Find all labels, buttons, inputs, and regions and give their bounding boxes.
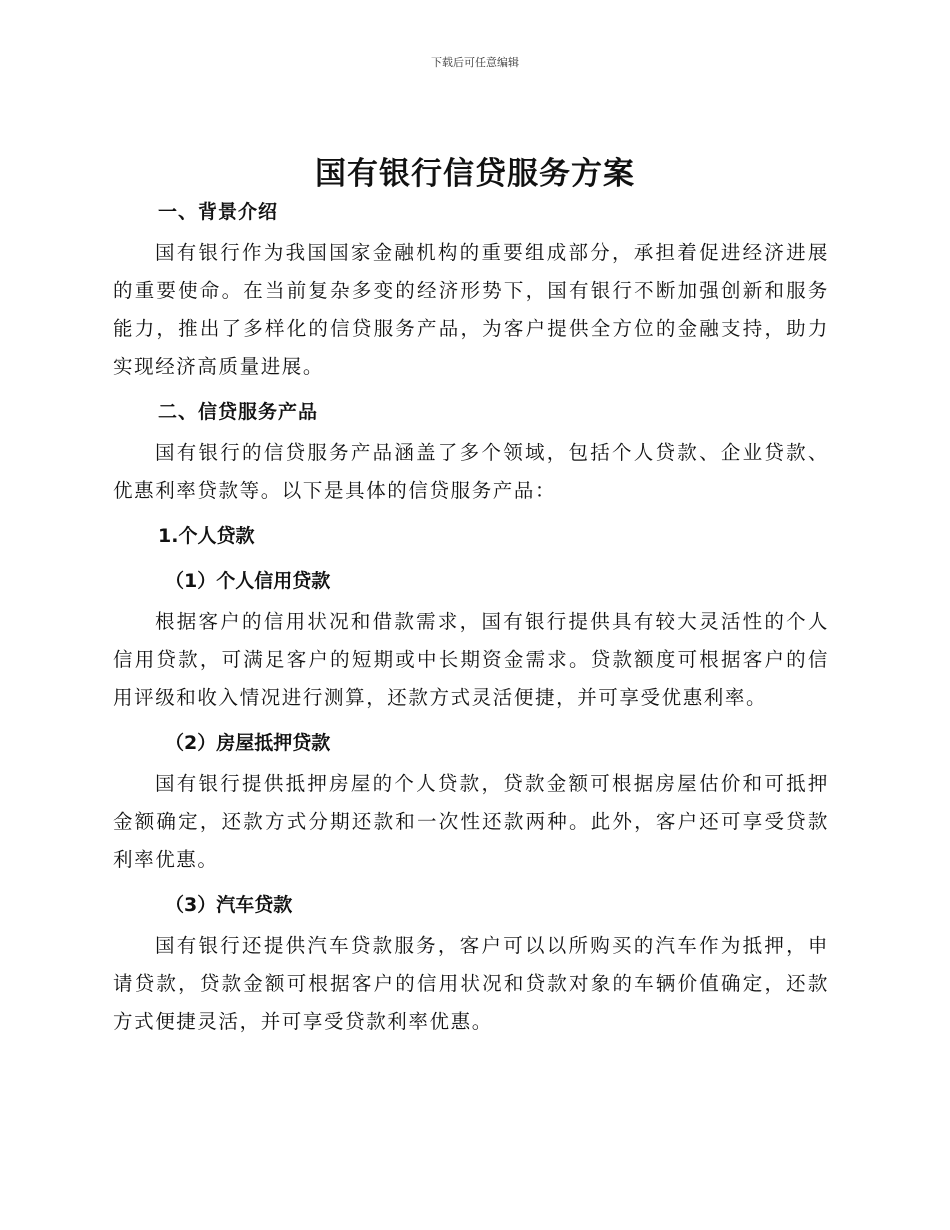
item-heading-credit-loan: （1）个人信用贷款	[165, 570, 331, 592]
section-heading-products: 二、信贷服务产品	[158, 401, 319, 423]
document-body	[113, 193, 829, 1048]
credit-loan-paragraph: 根据客户的信用状况和借款需求，国有银行提供具有较大灵活性的个人信用贷款，可满足客户的短期或中长期资金需求。贷款额度可根据客户的信用评级和收入情况进行测算，还款方式灵活便捷，并可享受优惠利率。	[113, 610, 829, 709]
section-heading-background: 一、背景介绍	[158, 201, 279, 223]
car-loan-paragraph: 国有银行还提供汽车贷款服务，客户可以以所购买的汽车作为抵押，申请贷款，贷款金额可根据客户的信用状况和贷款对象的车辆价值确定，还款方式便捷灵活，并可享受贷款利率优惠。	[113, 934, 829, 1033]
products-paragraph: 国有银行的信贷服务产品涵盖了多个领域，包括个人贷款、企业贷款、优惠利率贷款等。以下是具体的信贷服务产品：	[113, 441, 829, 502]
header-note: 下载后可任意编辑	[431, 56, 519, 69]
item-heading-mortgage-loan: （2）房屋抵押贷款	[165, 732, 331, 754]
subsection-heading-personal-loans: 1.个人贷款	[158, 525, 255, 547]
item-heading-car-loan: （3）汽车贷款	[165, 894, 293, 916]
document-title: 国有银行信贷服务方案	[315, 156, 635, 192]
mortgage-loan-paragraph: 国有银行提供抵押房屋的个人贷款，贷款金额可根据房屋估价和可抵押金额确定，还款方式分期还款和一次性还款两种。此外，客户还可享受贷款利率优惠。	[113, 772, 829, 871]
background-paragraph: 国有银行作为我国国家金融机构的重要组成部分，承担着促进经济进展的重要使命。在当前复杂多变的经济形势下，国有银行不断加强创新和服务能力，推出了多样化的信贷服务产品，为客户提供全方位的金融支持，助力实现经济高质量进展。	[113, 241, 829, 378]
